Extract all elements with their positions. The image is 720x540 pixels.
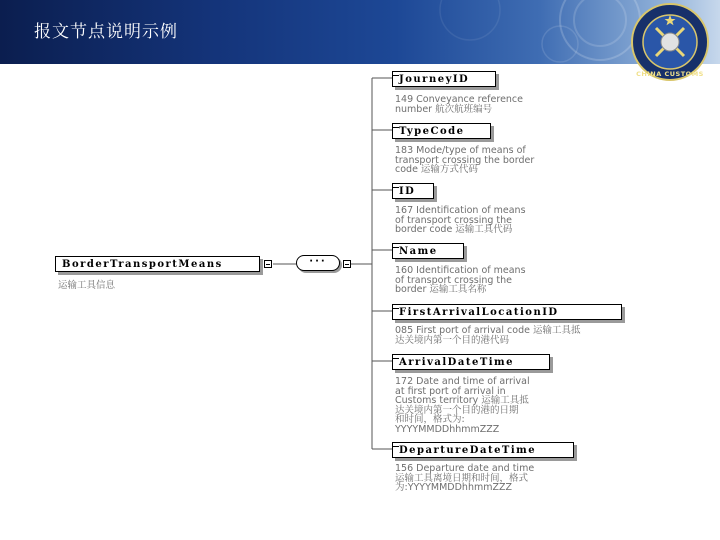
mandatory-marker-icon bbox=[392, 71, 399, 76]
root-element-border-transport-means[interactable] bbox=[55, 256, 260, 272]
element-label: Name bbox=[399, 246, 438, 257]
desc-line: 160 Identification of means bbox=[395, 265, 526, 276]
element-description bbox=[395, 266, 526, 295]
desc-line: border 运输工具名称 bbox=[395, 284, 487, 296]
desc-line: YYYYMMDDhhmmZZZ bbox=[395, 423, 500, 435]
root-expand-icon[interactable] bbox=[264, 260, 272, 268]
desc-line: transport crossing the border bbox=[395, 154, 535, 166]
desc-line: 183 Mode/type of means of bbox=[395, 145, 526, 156]
mandatory-marker-icon bbox=[392, 183, 399, 188]
desc-line: code 运输方式代码 bbox=[395, 164, 478, 176]
element-description bbox=[395, 326, 580, 345]
child-element-journey-id[interactable] bbox=[392, 71, 496, 87]
desc-line: 达关境内第一个目的港代码 bbox=[395, 334, 510, 346]
child-element-name[interactable] bbox=[392, 243, 464, 259]
child-element-type-code[interactable] bbox=[392, 123, 491, 139]
slide-title: 报文节点说明示例 bbox=[34, 22, 178, 42]
desc-line: 156 Departure date and time bbox=[395, 463, 535, 474]
element-label: JourneyID bbox=[399, 74, 470, 85]
mandatory-marker-icon bbox=[392, 304, 399, 309]
desc-line: number 航次航班编号 bbox=[395, 103, 493, 115]
desc-line: 为:YYYYMMDDhhmmZZZ bbox=[395, 482, 513, 494]
desc-line: 167 Identification of means bbox=[395, 205, 526, 216]
desc-line: 和时间，格式为: bbox=[395, 414, 465, 426]
element-label: ArrivalDateTime bbox=[399, 357, 514, 368]
desc-line: 达关境内第一个目的港的日期 bbox=[395, 404, 519, 416]
child-element-id[interactable] bbox=[392, 183, 434, 199]
element-label: ID bbox=[399, 186, 416, 197]
element-description bbox=[395, 146, 534, 175]
mandatory-marker-icon bbox=[392, 123, 399, 128]
desc-line: 172 Date and time of arrival bbox=[395, 376, 530, 387]
desc-line: 运输工具离境日期和时间，格式 bbox=[395, 472, 529, 484]
child-element-arrival-date-time[interactable] bbox=[392, 354, 550, 370]
element-description bbox=[395, 95, 523, 114]
desc-line: 149 Conveyance reference bbox=[395, 94, 523, 105]
sequence-compositor[interactable] bbox=[296, 255, 340, 271]
emblem-text: CHINA CUSTOMS bbox=[636, 70, 704, 78]
desc-line: Customs territory 运输工具抵 bbox=[395, 395, 529, 407]
mandatory-marker-icon bbox=[392, 442, 399, 447]
desc-line: 085 First port of arrival code 运输工具抵 bbox=[395, 325, 581, 336]
child-element-departure-date-time[interactable] bbox=[392, 442, 574, 458]
element-label: TypeCode bbox=[399, 126, 465, 137]
element-description bbox=[395, 206, 526, 235]
element-description bbox=[395, 464, 534, 493]
desc-line: of transport crossing the bbox=[395, 214, 513, 226]
sequence-label: ··· bbox=[309, 256, 327, 267]
element-description bbox=[395, 377, 530, 435]
element-label: DepartureDateTime bbox=[399, 445, 537, 456]
root-element-label: BorderTransportMeans bbox=[62, 259, 223, 270]
desc-line: border code 运输工具代码 bbox=[395, 224, 513, 236]
desc-line: of transport crossing the bbox=[395, 274, 513, 286]
root-description: 运输工具信息 bbox=[58, 280, 116, 291]
sequence-expand-icon[interactable] bbox=[343, 260, 351, 268]
mandatory-marker-icon bbox=[392, 354, 399, 359]
desc-line: at first port of arrival in bbox=[395, 385, 506, 397]
child-element-first-arrival-location-id[interactable] bbox=[392, 304, 622, 320]
mandatory-marker-icon bbox=[392, 243, 399, 248]
element-label: FirstArrivalLocationID bbox=[399, 307, 559, 318]
